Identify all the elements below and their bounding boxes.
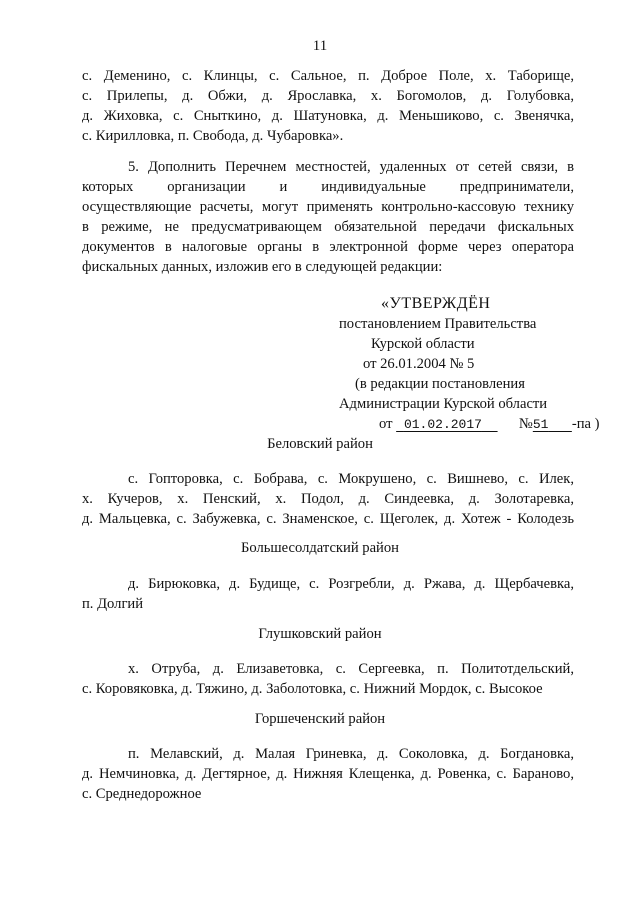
paragraph-continuation (82, 66, 574, 146)
district-heading: Глушковский район (258, 626, 382, 642)
text-line: с. Гопторовка, с. Бобрава, с. Мокрушено, с. Вишнево, с. Илек, (128, 471, 574, 487)
text-line: с. Деменино, с. Клинцы, с. Сальное, п. Доброе Поле, х. Таборище, (82, 68, 574, 84)
text-line: 5. Дополнить Перечнем местностей, удаленных от сетей связи, в (128, 159, 574, 175)
text-line: д. Бирюковка, д. Будище, с. Розгребли, д. Ржава, д. Щербачевка, (128, 576, 574, 592)
district-settlements (82, 744, 574, 804)
paragraph-item-5 (82, 157, 574, 277)
text-line: с. Коровяковка, д. Тяжино, д. Заболотовка, с. Нижний Мордок, с. Высокое (82, 681, 543, 697)
text-line: д. Жиховка, с. Сныткино, д. Шатуновка, д. Меньшиково, с. Звенячка, (82, 108, 574, 124)
text-line: с. Среднедорожное (82, 786, 202, 802)
approval-block (339, 294, 600, 435)
text-line: документов в налоговые органы в электронной форме через оператора (82, 239, 574, 255)
date-prefix: от (379, 416, 393, 432)
text-line: с. Прилепы, д. Обжи, д. Ярославка, х. Богомолов, д. Голубовка, (82, 88, 574, 104)
approval-line: от 26.01.2004 № 5 (363, 356, 475, 372)
text-line: которых организации и индивидуальные предприниматели, (82, 179, 574, 195)
district-heading: Большесолдатский район (241, 540, 399, 556)
text-line: х. Отруба, д. Елизаветовка, с. Сергеевка, п. Политотдельский, (128, 661, 574, 677)
approval-title: «УТВЕРЖДЁН (381, 295, 491, 312)
text-line: п. Мелавский, д. Малая Гриневка, д. Соколовка, д. Богдановка, (128, 746, 574, 762)
text-line: в режиме, не предусматривающем обязательной передачи фискальных (82, 219, 574, 235)
district-settlements (82, 469, 574, 529)
text-line: с. Кирилловка, п. Свобода, д. Чубаровка». (82, 128, 344, 144)
text-line: д. Немчиновка, д. Дегтярное, д. Нижняя Клещенка, д. Ровенка, с. Бараново, (82, 766, 574, 782)
approval-line: постановлением Правительства (339, 316, 537, 332)
number-suffix: -па ) (571, 416, 600, 432)
approval-date-line (339, 414, 600, 435)
district-settlements (82, 659, 574, 699)
text-line: д. Мальцевка, с. Забужевка, с. Знаменское, с. Щеголек, д. Хотеж - Колодезь (82, 511, 574, 527)
approval-line: Курской области (371, 336, 475, 352)
district-heading: Горшеченский район (254, 711, 386, 727)
approval-line: (в редакции постановления (355, 376, 525, 392)
district-heading: Беловский район (267, 436, 373, 452)
approval-date: 01.02.2017 (403, 417, 482, 432)
number-prefix: № (518, 416, 533, 432)
text-line: фискальных данных, изложив его в следующей редакции: (82, 259, 443, 275)
text-line: х. Кучеров, х. Пенский, х. Подол, д. Синдеевка, д. Золотаревка, (82, 491, 574, 507)
approval-number: 51 (532, 417, 549, 432)
district-settlements (82, 574, 574, 614)
approval-line: Администрации Курской области (339, 396, 548, 412)
text-line: п. Долгий (82, 596, 144, 612)
text-line: осуществляющие расчеты, могут применять контрольно-кассовую технику (82, 199, 574, 215)
page-number: 11 (312, 38, 328, 54)
